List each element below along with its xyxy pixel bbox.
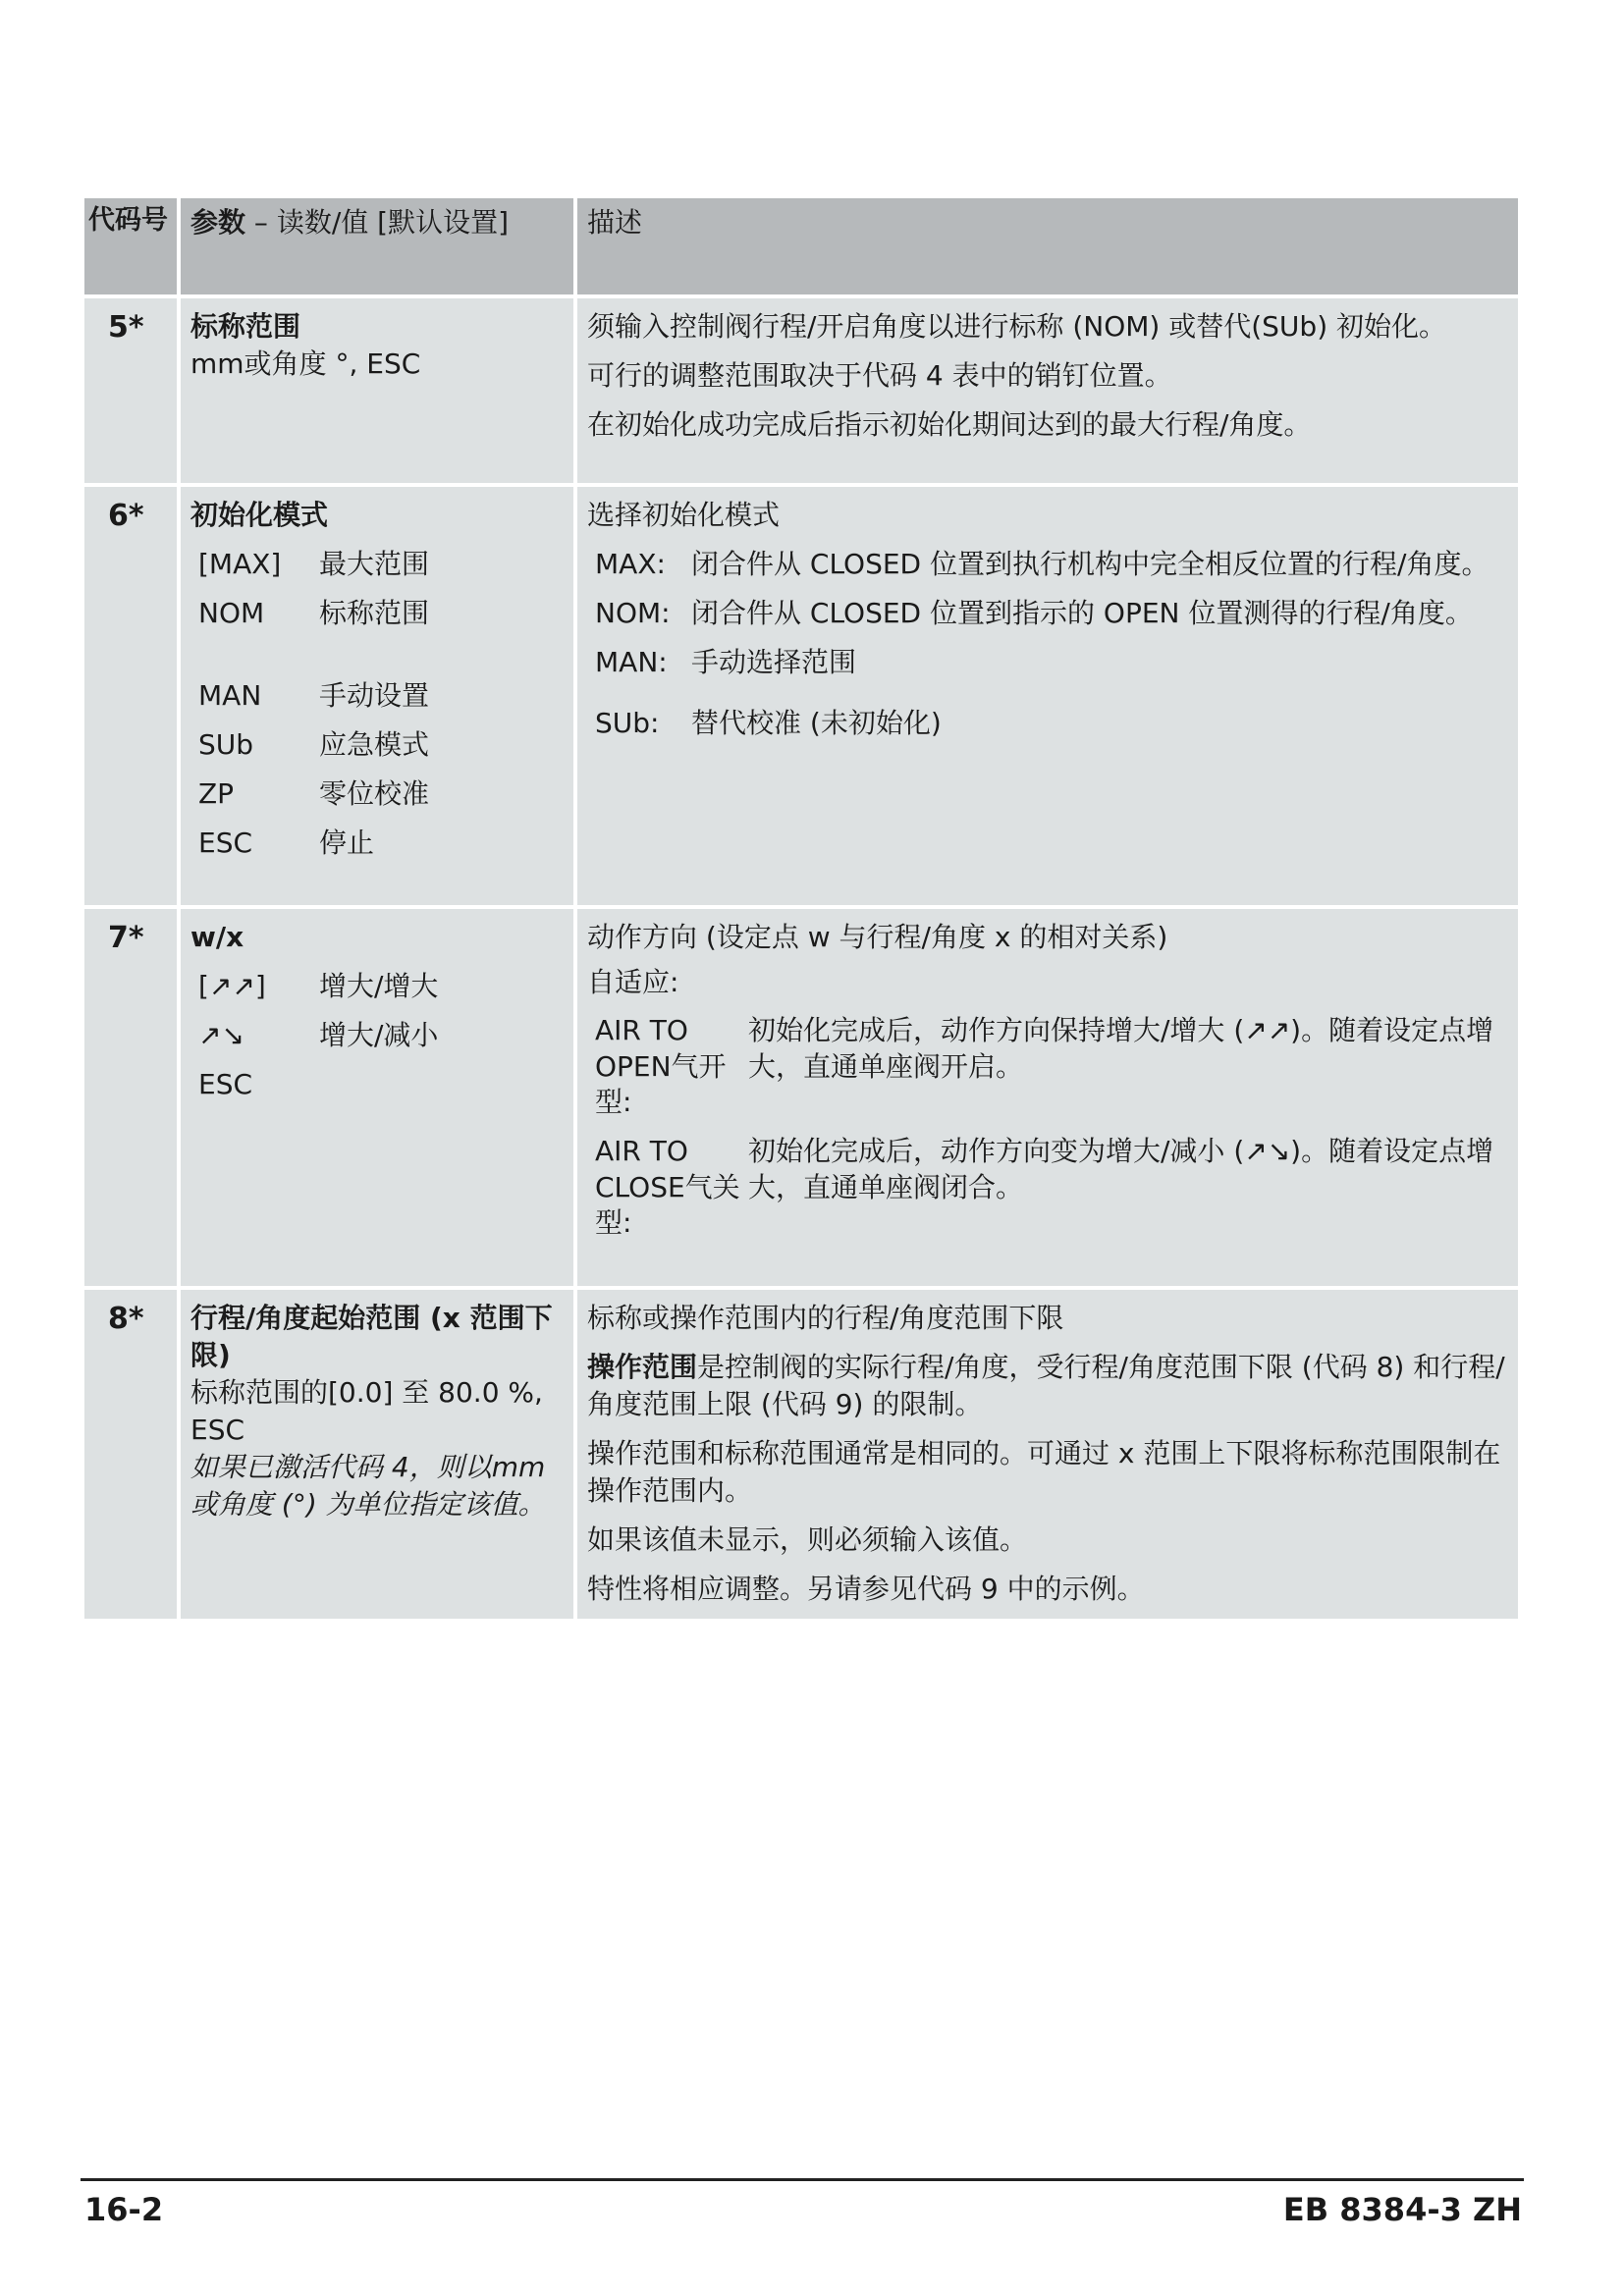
option-item <box>190 1017 564 1054</box>
mode-text: 替代校准 (未初始化) <box>691 707 942 740</box>
adaptive-text: 初始化完成后，动作方向变为增大/减小 (↗↘)。随着设定点增大，直通单座阀闭合。 <box>748 1135 1494 1204</box>
option-item <box>190 677 564 715</box>
option-key: ESC <box>198 1068 253 1101</box>
param-values: 标称范围的[0.0] 至 80.0 %, ESC <box>190 1376 543 1447</box>
mode-item <box>587 595 1508 632</box>
option-label: 停止 <box>319 827 375 860</box>
desc-line <box>587 1349 1508 1423</box>
mode-item <box>587 546 1508 583</box>
mode-item <box>587 644 1508 681</box>
option-label: 增大/减小 <box>319 1019 439 1052</box>
mode-key: SUb: <box>595 707 660 740</box>
header-param-rest: – 读数/值 [默认设置] <box>245 206 509 239</box>
param-title: 行程/角度起始范围 (x 范围下限) <box>190 1302 553 1372</box>
table-row-code-6 <box>84 487 1518 905</box>
option-key: [MAX] <box>198 548 282 581</box>
option-label: 标称范围 <box>319 597 430 630</box>
adaptive-key: AIR TO OPEN气开型: <box>595 1014 727 1118</box>
desc-line: 在初始化成功完成后指示初始化期间达到的最大行程/角度。 <box>587 408 1312 442</box>
row-param <box>181 1290 573 1619</box>
option-item <box>190 775 564 813</box>
row-desc <box>577 1290 1518 1619</box>
mode-text: 手动选择范围 <box>691 646 857 679</box>
mode-text: 闭合件从 CLOSED 位置到指示的 OPEN 位置测得的行程/角度。 <box>691 597 1473 630</box>
param-title: 初始化模式 <box>190 499 329 531</box>
desc-line: 须输入控制阀行程/开启角度以进行标称 (NOM) 或替代(SUb) 初始化。 <box>587 310 1447 343</box>
desc-intro: 动作方向 (设定点 w 与行程/角度 x 的相对关系) <box>587 921 1168 953</box>
row-param <box>181 909 573 1286</box>
mode-key: MAN: <box>595 646 668 679</box>
option-label <box>319 1066 564 1103</box>
desc-line: 操作范围和标称范围通常是相同的。可通过 x 范围上下限将标称范围限制在操作范围内。 <box>587 1437 1501 1508</box>
row-desc <box>577 487 1518 905</box>
option-item <box>190 726 564 764</box>
param-note: 如果已激活代码 4，则以mm或角度 (°) 为单位指定该值。 <box>190 1451 546 1522</box>
header-param <box>181 198 573 294</box>
option-item <box>190 825 564 862</box>
header-code: 代码号 <box>84 198 177 294</box>
table-row-code-7 <box>84 909 1518 1286</box>
option-label: 手动设置 <box>319 679 430 713</box>
desc-line: 特性将相应调整。另请参见代码 9 中的示例。 <box>587 1573 1145 1606</box>
adaptive-item <box>587 1134 1508 1241</box>
option-key: NOM <box>198 597 265 630</box>
row-code: 7* <box>84 909 177 1286</box>
table-header-row <box>84 198 1518 294</box>
option-label: 应急模式 <box>319 728 430 762</box>
desc-rest: 是控制阀的实际行程/角度，受行程/角度范围下限 (代码 8) 和行程/角度范围上限 (代码 9) 的限制。 <box>587 1351 1505 1421</box>
footer-divider <box>81 2178 1524 2181</box>
desc-line: 如果该值未显示，则必须输入该值。 <box>587 1523 1028 1557</box>
document-id: EB 8384-3 ZH <box>1282 2191 1522 2228</box>
row-param <box>181 487 573 905</box>
option-item <box>190 1066 564 1103</box>
option-key: SUb <box>198 728 254 762</box>
option-label: 最大范围 <box>319 548 430 581</box>
mode-text: 闭合件从 CLOSED 位置到执行机构中完全相反位置的行程/角度。 <box>691 548 1489 581</box>
option-key: [↗↗] <box>198 970 266 1003</box>
option-item <box>190 546 564 583</box>
row-code: 5* <box>84 298 177 483</box>
header-param-bold: 参数 <box>190 206 246 239</box>
desc-line: 可行的调整范围取决于代码 4 表中的销钉位置。 <box>587 359 1172 393</box>
option-label: 零位校准 <box>319 777 430 811</box>
param-title: w/x <box>190 921 244 953</box>
option-key: MAN <box>198 679 262 713</box>
table-row-code-8 <box>84 1290 1518 1619</box>
row-desc <box>577 298 1518 483</box>
mode-item <box>587 705 1508 742</box>
option-item <box>190 968 564 1005</box>
param-values: mm或角度 °, ESC <box>190 347 421 381</box>
option-key: ESC <box>198 827 253 860</box>
desc-line: 标称或操作范围内的行程/角度范围下限 <box>587 1302 1064 1334</box>
option-item <box>190 595 564 632</box>
mode-key: MAX: <box>595 548 666 581</box>
option-label: 增大/增大 <box>319 970 439 1003</box>
option-key: ZP <box>198 777 235 811</box>
parameter-table <box>81 194 1522 1623</box>
row-param <box>181 298 573 483</box>
mode-key: NOM: <box>595 597 671 630</box>
desc-intro: 选择初始化模式 <box>587 499 781 531</box>
row-code: 8* <box>84 1290 177 1619</box>
page-number: 16-2 <box>84 2191 164 2228</box>
option-key: ↗↘ <box>198 1019 244 1052</box>
adaptive-text: 初始化完成后，动作方向保持增大/增大 (↗↗)。随着设定点增大，直通单座阀开启。 <box>748 1014 1494 1084</box>
desc-adaptive: 自适应: <box>587 966 679 999</box>
adaptive-item <box>587 1013 1508 1120</box>
param-title: 标称范围 <box>190 310 301 343</box>
header-desc: 描述 <box>577 198 1518 294</box>
row-desc <box>577 909 1518 1286</box>
row-code: 6* <box>84 487 177 905</box>
table-row-code-5 <box>84 298 1518 483</box>
desc-bold-term: 操作范围 <box>587 1351 698 1384</box>
adaptive-key: AIR TO CLOSE气关型: <box>595 1135 740 1240</box>
